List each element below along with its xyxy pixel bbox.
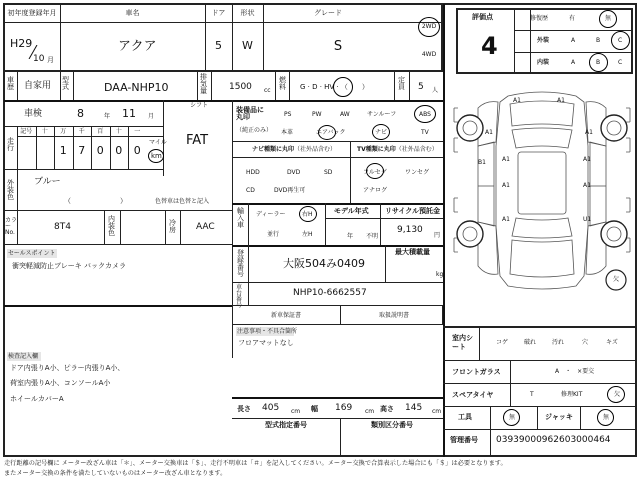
width-cm: cm [365, 408, 375, 415]
inspection-year: 8 [77, 107, 84, 120]
score-value: 4 [481, 32, 498, 60]
tv-fullseg: フルセグ [363, 169, 387, 176]
model: DAA-NHP10 [104, 81, 169, 94]
capacity-label: 定員 [398, 76, 405, 91]
seat-scratch: キズ [606, 339, 618, 346]
aircon-value: AAC [196, 222, 215, 232]
interior-a: A [571, 59, 576, 66]
nav-hdd: HDD [246, 169, 260, 176]
equip-leather: 本革 [281, 129, 294, 136]
car-name: アクア [118, 39, 157, 54]
first-reg-year: H29 [10, 37, 33, 50]
first-reg-label: 初年度登録年月 [7, 9, 57, 17]
jack-value: 無 [603, 414, 610, 421]
height-value: 145 [405, 403, 423, 413]
equip-tv: TV [421, 129, 429, 136]
equip-airbag: エアバック [316, 129, 346, 136]
exterior-c-circle-icon [611, 31, 630, 50]
spare-missing: 欠 [614, 391, 621, 398]
car-name-label: 車名 [125, 9, 140, 17]
chassis-label: 車台番号 [236, 284, 243, 309]
nav-type-label: ナビ種類に丸印（社外品含む） [252, 146, 337, 153]
spare-missing-circle-icon [607, 386, 625, 403]
width-label: 幅 [311, 405, 318, 413]
exterior-label: 外装 [537, 37, 550, 44]
color-label: 外装色 [7, 179, 14, 201]
equip-pw: PW [312, 111, 322, 118]
cc-unit: cc [264, 87, 271, 94]
equipment-label: 装備品に丸印 [236, 106, 264, 121]
recycle-label: リサイクル預託金 [385, 207, 441, 215]
score-label: 評価点 [472, 13, 493, 21]
manual-label: 取扱説明書 [379, 312, 410, 319]
shape-value: W [242, 39, 253, 52]
color-note: 色替車は色替と記入 [155, 198, 210, 205]
recycle-yen: 円 [434, 232, 441, 239]
grade-value: S [333, 39, 343, 54]
repair-no: 無 [605, 15, 612, 22]
import-parallel: 並行 [267, 231, 280, 238]
equip-aw: AW [340, 111, 350, 118]
mile-label: マイル [149, 139, 167, 146]
new-car-warranty-label: 新車保証書 [271, 312, 302, 319]
nav-dvd-play: DVD再生可 [274, 187, 306, 194]
mark-a1-front-right: A1 [585, 129, 593, 136]
mileage-digit: 0 [115, 144, 123, 157]
mileage-unit-label: 一 [134, 128, 141, 135]
seat-hole: 穴 [582, 339, 589, 346]
model-year-unknown: 不明 [366, 233, 379, 240]
km-label: km [151, 152, 162, 160]
nav-dvd: DVD [287, 169, 301, 176]
interior-seat-label: 室内シート [452, 334, 473, 352]
nav-cd: CD [246, 187, 255, 194]
exterior-a: A [571, 37, 576, 44]
shape-label: 形状 [240, 9, 255, 17]
equip-sunroof: サンルーフ [367, 111, 397, 118]
interior-b: B [596, 59, 601, 66]
chassis-value: NHP10-6662557 [293, 288, 367, 298]
first-reg-month-unit: 月 [47, 56, 54, 64]
mark-a1-right-rear: A1 [583, 182, 591, 189]
mark-a1-front-left: A1 [485, 129, 493, 136]
right-h-circle-icon [299, 206, 317, 222]
registration-label: 登録番号 [237, 249, 244, 278]
aircon-label: 冷房 [169, 219, 176, 234]
mileage-digit: 0 [133, 144, 141, 157]
inspection-month-unit: 月 [148, 113, 155, 120]
jack-none-circle-icon [597, 409, 614, 426]
footer-line-1: 走行距離の記号欄に メーター改ざん車は「＊」、メーター交換車は「＄」、走行不明車は「＃」を記入してください。メーター交換で合算表示した場合にも「＄」は必要となります。 [4, 460, 507, 467]
import-right-h: 右H [302, 211, 313, 218]
mileage-digit: 1 [59, 144, 67, 157]
ledger-row [232, 305, 443, 325]
grade-label: グレード [314, 9, 342, 17]
shift-value: FAT [186, 133, 209, 148]
first-reg-month: 10 [33, 54, 45, 64]
tv-type-label: TV種類に丸印（社外品含む） [357, 146, 438, 153]
mileage-unit-label: 十 [41, 128, 48, 135]
abs-circle-icon [414, 105, 436, 123]
equip-ps: PS [284, 111, 292, 118]
drive-4wd: 4WD [421, 51, 437, 58]
displacement: 1500 [229, 82, 252, 92]
airbag-circle-icon [318, 125, 336, 140]
navi-circle-icon [372, 124, 390, 140]
tool-none-circle-icon [503, 409, 520, 426]
inspector-label: 検査記入欄 [8, 353, 39, 360]
model-year-unit: 年 [347, 233, 354, 240]
hv-circle-icon [333, 77, 353, 97]
doors-label: ドア [211, 9, 226, 17]
fuel-options: G · D · HV · （ ） [300, 83, 369, 91]
registration-plate: 大阪504み0409 [283, 257, 365, 270]
color-paren: （ ） [64, 197, 127, 205]
seat-tear: 破れ [524, 339, 537, 346]
inspection-label: 車検 [24, 109, 43, 119]
vehicle-class-label: 車歴 [7, 76, 14, 91]
interior-b-circle-icon [589, 53, 608, 72]
management-value: 03939000962603000464 [496, 435, 611, 445]
management-label: 管理番号 [450, 436, 478, 444]
sales-point-value: 衝突軽減防止ブレーキ バックカメラ [12, 262, 126, 270]
mark-a1-left-rear: A1 [502, 182, 510, 189]
mileage-unit-label: 記号 [20, 128, 33, 135]
import-left-h: 左H [302, 231, 313, 238]
spare-tire-label: スペアタイヤ [452, 391, 494, 399]
inspection-month: 11 [122, 107, 136, 120]
inspector-line-3: ホイールカバーA [10, 395, 64, 403]
mark-b1-left-door: B1 [478, 159, 486, 166]
mark-a1-rear-left: A1 [502, 216, 510, 223]
drive-2wd: 2WD [421, 23, 437, 30]
repair-yes: 有 [569, 15, 576, 22]
spare-tire-mark: 欠 [613, 276, 620, 283]
import-label: 輸入車 [237, 207, 244, 229]
mileage-unit-label: 百 [97, 128, 104, 135]
inspector-line-2: 荷室内張りA小、コンソールA小 [10, 379, 111, 387]
km-circle-icon [148, 149, 164, 163]
spare-t: T [530, 391, 534, 398]
mileage-unit-label: 万 [60, 128, 67, 135]
equip-navi: ナビ [375, 129, 388, 136]
type-no-label: 型式指定番号 [265, 421, 307, 429]
length-label: 長さ [237, 405, 251, 413]
mark-a1-hood-left: A1 [513, 97, 521, 104]
length-cm: cm [291, 408, 301, 415]
color-no-label: カラーNo. [5, 217, 18, 236]
notes-label: 注意事項・不具合箇所 [237, 328, 298, 335]
interior-label: 内装 [537, 59, 550, 66]
mileage-label: 走行 [7, 137, 14, 152]
model-year-label: モデル年式 [334, 207, 369, 215]
tool-value: 無 [509, 414, 516, 421]
class-no-label: 類別区分番号 [371, 421, 413, 429]
car-diagram [448, 86, 636, 326]
mark-a1-right-door: A1 [583, 156, 591, 163]
mark-a1-left-door2: A1 [502, 156, 510, 163]
mileage-unit-label: 十 [115, 128, 122, 135]
jack-label: ジャッキ [545, 413, 573, 421]
tv-analog: アナログ [363, 187, 388, 194]
mileage-unit-label: 千 [78, 128, 85, 135]
interior-color-label: 内装色 [108, 215, 115, 237]
capacity-unit: 人 [432, 87, 439, 94]
inspection-year-unit: 年 [104, 113, 111, 120]
mark-a1-hood-right: A1 [557, 97, 565, 104]
exterior-b: B [596, 37, 601, 44]
color-value: ブルー [34, 177, 61, 187]
equip-abs: ABS [419, 111, 431, 118]
interior-c: C [618, 59, 623, 66]
sales-point-label: セールスポイント [8, 250, 56, 257]
seat-stain: 汚れ [552, 339, 565, 346]
import-dealer: ディーラー [256, 211, 286, 218]
doors-value: 5 [215, 39, 222, 52]
windshield-value: A ・ ×要交 [555, 368, 595, 375]
exterior-c: C [618, 37, 623, 44]
repair-label: 修復歴 [530, 15, 549, 22]
mark-u1-rear-right: U1 [583, 216, 592, 223]
fuel-label: 燃料 [279, 76, 286, 91]
mileage-digit: 0 [96, 144, 104, 157]
shift-label: シフト [190, 102, 209, 109]
capacity: 5 [418, 82, 424, 92]
recycle-value: 9,130 [397, 225, 423, 235]
height-label: 高さ [380, 405, 394, 413]
width-value: 169 [335, 403, 353, 413]
seat-burn: コゲ [496, 339, 509, 346]
model-label: 型式 [62, 76, 69, 91]
reg-slash [28, 45, 38, 59]
max-load-label: 最大積載量 [395, 248, 430, 256]
tool-label: 工具 [458, 413, 472, 421]
equipment-sub-label: （純正のみ） [236, 127, 273, 134]
length-value: 405 [262, 403, 280, 413]
repair-no-circle-icon [599, 10, 617, 28]
mileage-digit: 7 [78, 144, 86, 157]
notes-value: フロアマットなし [238, 339, 294, 347]
tv-oneseg: ワンセグ [405, 169, 430, 176]
windshield-label: フロントガラス [452, 368, 501, 376]
fullseg-circle-icon [366, 163, 384, 179]
max-load-kg: kg [436, 271, 444, 278]
footer-line-2: またメーター交換の条件を満たしていないものはメーター改ざん車となります。 [4, 470, 227, 477]
height-cm: cm [432, 408, 442, 415]
nav-sd: SD [324, 169, 333, 176]
color-no: 8T4 [54, 222, 71, 232]
inspector-line-1: ドア内張りA小、ピラー内張りA小、 [10, 364, 125, 372]
displacement-label: 排気量 [200, 73, 207, 95]
vehicle-class: 自家用 [24, 81, 52, 91]
spare-kit: 修理KIT [561, 391, 583, 398]
